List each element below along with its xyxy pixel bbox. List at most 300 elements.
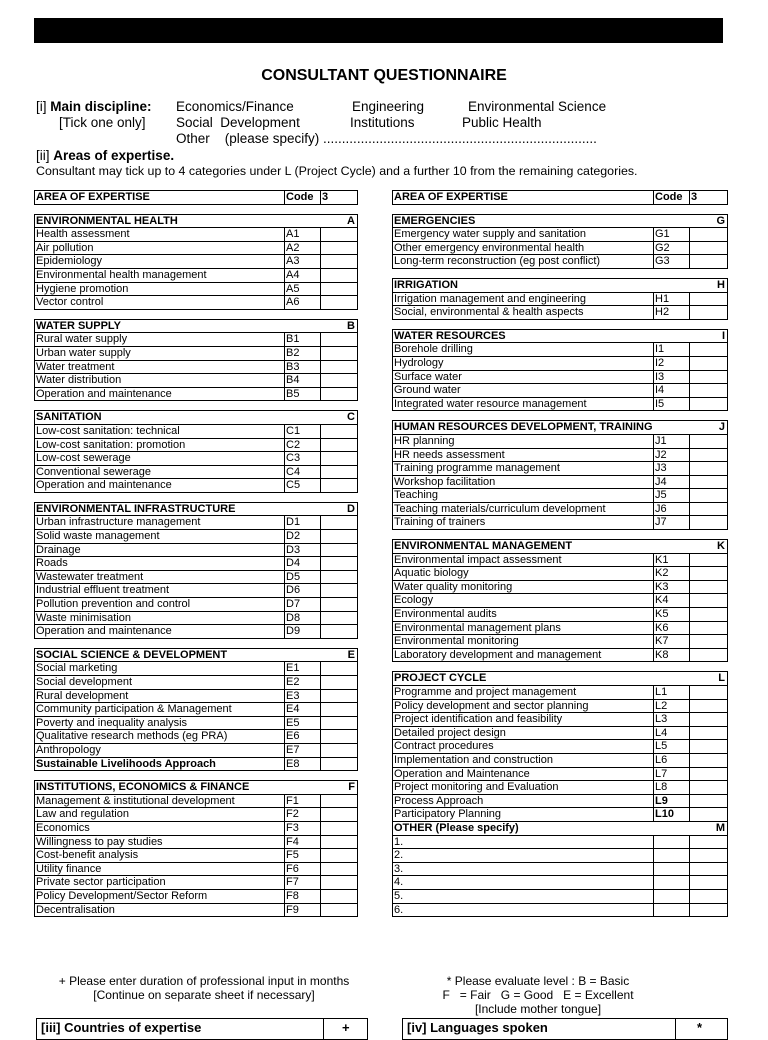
expertise-tick-cell[interactable]: [321, 862, 358, 876]
expertise-code-cell: B4: [285, 374, 321, 388]
expertise-code-cell: C4: [285, 465, 321, 479]
expertise-area-cell: Hygiene promotion: [35, 282, 285, 296]
table-row: [393, 567, 728, 581]
spacer-cell: [393, 662, 728, 672]
expertise-tick-cell[interactable]: [690, 594, 728, 608]
expertise-tick-cell[interactable]: [690, 621, 728, 635]
table-row: [393, 397, 728, 411]
section-spacer: [35, 401, 358, 411]
table-row: [35, 676, 358, 690]
expertise-area-cell: Industrial effluent treatment: [35, 584, 285, 598]
section-spacer: [393, 411, 728, 421]
section-title-text: EMERGENCIES: [394, 214, 476, 227]
expertise-area-cell: Community participation & Management: [35, 703, 285, 717]
expertise-tick-cell[interactable]: [690, 306, 728, 320]
expertise-area-cell: Operation and maintenance: [35, 479, 285, 493]
expertise-tick-cell[interactable]: [321, 543, 358, 557]
expertise-area-cell: Teaching materials/curriculum development: [393, 502, 654, 516]
expertise-tick-cell[interactable]: [321, 228, 358, 242]
expertise-tick-cell[interactable]: [690, 648, 728, 662]
expertise-area-cell: Ecology: [393, 594, 654, 608]
expertise-tick-cell[interactable]: [690, 255, 728, 269]
page-title: CONSULTANT QUESTIONNAIRE: [261, 67, 507, 84]
expertise-area-cell: 6.: [393, 903, 654, 917]
expertise-code-cell: B5: [285, 387, 321, 401]
expertise-tick-cell[interactable]: [321, 346, 358, 360]
table-row: [35, 438, 358, 452]
expertise-area-cell: Health assessment: [35, 228, 285, 242]
expertise-code-cell: J5: [654, 489, 690, 503]
table-row: [393, 726, 728, 740]
section-title: [393, 540, 728, 554]
table-row: [393, 699, 728, 713]
table-row: [393, 462, 728, 476]
expertise-tick-cell[interactable]: [321, 876, 358, 890]
expertise-area-cell: Low-cost sanitation: promotion: [35, 438, 285, 452]
expertise-area-cell: Epidemiology: [35, 255, 285, 269]
section-spacer: [35, 492, 358, 502]
expertise-area-cell: Teaching: [393, 489, 654, 503]
expertise-area-cell: Rural development: [35, 689, 285, 703]
expertise-code-cell: K6: [654, 621, 690, 635]
expertise-tick-cell[interactable]: [690, 567, 728, 581]
expertise-tick-cell[interactable]: [690, 699, 728, 713]
expertise-area-cell: Environmental management plans: [393, 621, 654, 635]
expertise-tick-cell[interactable]: [321, 598, 358, 612]
table-row: [393, 753, 728, 767]
expertise-tick-cell[interactable]: [690, 384, 728, 398]
expertise-area-cell: Detailed project design: [393, 726, 654, 740]
expertise-tick-cell[interactable]: [321, 516, 358, 530]
expertise-tick-cell[interactable]: [690, 370, 728, 384]
expertise-code-cell: I1: [654, 343, 690, 357]
table-row: [393, 384, 728, 398]
expertise-area-cell: Pollution prevention and control: [35, 598, 285, 612]
spacer-cell: [393, 411, 728, 421]
expertise-area-cell: Low-cost sanitation: technical: [35, 424, 285, 438]
section-letter: F: [348, 781, 355, 794]
section-title: [35, 214, 358, 228]
table-row: [393, 862, 728, 876]
expertise-code-cell: A6: [285, 296, 321, 310]
table-row: [35, 530, 358, 544]
expertise-area-cell: Programme and project management: [393, 686, 654, 700]
section-letter: J: [718, 421, 725, 434]
expertise-code-cell: L10: [654, 808, 690, 822]
expertise-code-cell: E1: [285, 662, 321, 676]
table-row: [35, 662, 358, 676]
expertise-code-cell: K2: [654, 567, 690, 581]
expertise-tick-cell[interactable]: [321, 530, 358, 544]
expertise-area-cell: Cost-benefit analysis: [35, 849, 285, 863]
discipline-hint: [Tick one only]: [59, 115, 146, 130]
table-row: [393, 608, 728, 622]
expertise-code-cell: [654, 889, 690, 903]
expertise-tick-cell[interactable]: [690, 502, 728, 516]
expertise-code-cell: H2: [654, 306, 690, 320]
expertise-tick-cell[interactable]: [321, 424, 358, 438]
section-title: [393, 821, 728, 835]
expertise-area-cell: 5.: [393, 889, 654, 903]
discipline-option-environmental-science[interactable]: Environmental Science: [468, 99, 607, 114]
expertise-area-cell: Participatory Planning: [393, 808, 654, 822]
expertise-code-cell: B3: [285, 360, 321, 374]
expertise-tick-cell[interactable]: [690, 753, 728, 767]
expertise-tick-cell[interactable]: [690, 740, 728, 754]
section-title: [393, 421, 728, 435]
expertise-code-cell: E3: [285, 689, 321, 703]
expertise-tick-cell[interactable]: [321, 821, 358, 835]
table-row: [393, 740, 728, 754]
expertise-tick-cell[interactable]: [321, 611, 358, 625]
expertise-tick-cell[interactable]: [321, 835, 358, 849]
expertise-code-cell: D1: [285, 516, 321, 530]
table-row: [393, 343, 728, 357]
expertise-tick-cell[interactable]: [321, 570, 358, 584]
expertise-code-cell: E2: [285, 676, 321, 690]
spacer-cell: [35, 492, 358, 502]
table-row: [35, 743, 358, 757]
discipline-option-public-health[interactable]: Public Health: [462, 115, 542, 130]
expertise-tick-cell[interactable]: [321, 557, 358, 571]
expertise-tick-cell[interactable]: [690, 397, 728, 411]
table-row: [35, 296, 358, 310]
expertise-tick-cell[interactable]: [321, 808, 358, 822]
left-expertise-table: [34, 190, 358, 917]
expertise-code-cell: K1: [654, 553, 690, 567]
table-row: [393, 516, 728, 530]
expertise-code-cell: E7: [285, 743, 321, 757]
table-row: [35, 424, 358, 438]
expertise-code-cell: A1: [285, 228, 321, 242]
table-row: [35, 282, 358, 296]
section-title-row: [35, 214, 358, 228]
expertise-tick-cell[interactable]: [690, 292, 728, 306]
expertise-tick-cell[interactable]: [321, 703, 358, 717]
table-row: [35, 821, 358, 835]
table-row: [35, 903, 358, 917]
expertise-area-cell: HR needs assessment: [393, 448, 654, 462]
expertise-tick-cell[interactable]: [321, 282, 358, 296]
expertise-tick-cell[interactable]: [690, 876, 728, 890]
expertise-code-cell: K4: [654, 594, 690, 608]
table-row: [393, 448, 728, 462]
table-row: [393, 489, 728, 503]
expertise-code-cell: D2: [285, 530, 321, 544]
expertise-tick-cell[interactable]: [690, 889, 728, 903]
table-row: [393, 241, 728, 255]
section-title-row: [393, 672, 728, 686]
table-header-row: [35, 191, 358, 205]
expertise-code-cell: F7: [285, 876, 321, 890]
expertise-tick-cell[interactable]: [321, 479, 358, 493]
expertise-tick-cell[interactable]: [321, 465, 358, 479]
expertise-tick-cell[interactable]: [321, 387, 358, 401]
expertise-area-cell: Environmental impact assessment: [393, 553, 654, 567]
table-row: [35, 228, 358, 242]
expertise-code-cell: G3: [654, 255, 690, 269]
table-row: [35, 387, 358, 401]
expertise-tick-cell[interactable]: [690, 608, 728, 622]
expertise-tick-cell[interactable]: [321, 743, 358, 757]
expertise-code-cell: [654, 903, 690, 917]
table-row: [393, 580, 728, 594]
section-letter: I: [721, 329, 725, 342]
table-row: [35, 862, 358, 876]
expertise-tick-cell[interactable]: [690, 862, 728, 876]
expertise-tick-cell[interactable]: [690, 686, 728, 700]
areas-note: Consultant may tick up to 4 categories under L (Project Cycle) and a further 10 from the remaining categories.: [36, 164, 638, 178]
spacer-cell: [35, 204, 358, 214]
expertise-tick-cell[interactable]: [321, 689, 358, 703]
spacer-cell: [35, 771, 358, 781]
table-row: [35, 360, 358, 374]
expertise-tick-cell[interactable]: [321, 757, 358, 771]
expertise-area-cell: 2.: [393, 849, 654, 863]
table-row: [35, 849, 358, 863]
expertise-area-cell: Water quality monitoring: [393, 580, 654, 594]
expertise-area-cell: Qualitative research methods (eg PRA): [35, 730, 285, 744]
expertise-tick-cell[interactable]: [321, 255, 358, 269]
expertise-area-cell: Sustainable Livelihoods Approach: [35, 757, 285, 771]
expertise-code-cell: D5: [285, 570, 321, 584]
expertise-code-cell: A5: [285, 282, 321, 296]
areas-title: Areas of expertise.: [53, 148, 175, 163]
expertise-tick-cell[interactable]: [321, 730, 358, 744]
table-row: [35, 543, 358, 557]
table-row: [35, 757, 358, 771]
expertise-area-cell: Vector control: [35, 296, 285, 310]
section-title: [35, 411, 358, 425]
table-row: [35, 689, 358, 703]
expertise-tick-cell[interactable]: [321, 268, 358, 282]
section-title-text: ENVIRONMENTAL INFRASTRUCTURE: [36, 502, 236, 515]
expertise-tick-cell[interactable]: [690, 781, 728, 795]
expertise-tick-cell[interactable]: [321, 903, 358, 917]
section-title-row: [393, 278, 728, 292]
expertise-tick-cell[interactable]: [690, 516, 728, 530]
expertise-code-cell: D6: [285, 584, 321, 598]
discipline-option-social-development[interactable]: Social Development: [176, 115, 300, 130]
expertise-tick-cell[interactable]: [321, 676, 358, 690]
expertise-code-cell: [654, 876, 690, 890]
discipline-option-institutions[interactable]: Institutions: [350, 115, 415, 130]
section-title-text: WATER SUPPLY: [36, 319, 121, 332]
section-title: [393, 672, 728, 686]
table-row: [393, 849, 728, 863]
expertise-code-cell: L1: [654, 686, 690, 700]
section-title-text: ENVIRONMENTAL MANAGEMENT: [394, 540, 573, 553]
expertise-area-cell: Urban infrastructure management: [35, 516, 285, 530]
expertise-code-cell: K8: [654, 648, 690, 662]
expertise-area-cell: Poverty and inequality analysis: [35, 716, 285, 730]
section-spacer: [393, 319, 728, 329]
expertise-code-cell: B1: [285, 333, 321, 347]
expertise-tick-cell[interactable]: [690, 448, 728, 462]
expertise-code-cell: D9: [285, 625, 321, 639]
expertise-code-cell: D3: [285, 543, 321, 557]
expertise-tick-cell[interactable]: [321, 662, 358, 676]
section-spacer: [393, 662, 728, 672]
expertise-code-cell: K3: [654, 580, 690, 594]
expertise-tick-cell[interactable]: [690, 241, 728, 255]
table-row: [393, 876, 728, 890]
table-row: [393, 255, 728, 269]
expertise-tick-cell[interactable]: [321, 241, 358, 255]
spacer-cell: [35, 401, 358, 411]
expertise-area-cell: Aquatic biology: [393, 567, 654, 581]
expertise-tick-cell[interactable]: [321, 716, 358, 730]
expertise-tick-cell[interactable]: [321, 452, 358, 466]
expertise-area-cell: Hydrology: [393, 356, 654, 370]
expertise-code-cell: K7: [654, 635, 690, 649]
expertise-code-cell: C1: [285, 424, 321, 438]
discipline-option-engineering[interactable]: Engineering: [352, 99, 425, 114]
table-row: [393, 713, 728, 727]
expertise-area-cell: Anthropology: [35, 743, 285, 757]
expertise-tick-cell[interactable]: [321, 584, 358, 598]
table-row: [35, 598, 358, 612]
section-spacer: [393, 204, 728, 214]
expertise-tick-cell[interactable]: [690, 726, 728, 740]
section-letter: D: [347, 502, 355, 515]
expertise-tick-cell[interactable]: [321, 625, 358, 639]
expertise-tick-cell[interactable]: [690, 356, 728, 370]
areas-label: [36, 148, 174, 163]
table-row: [35, 268, 358, 282]
table-row: [393, 292, 728, 306]
languages-label: [iv] Languages spoken: [407, 1020, 548, 1035]
expertise-code-cell: D7: [285, 598, 321, 612]
footer-left-line-2: [Continue on separate sheet if necessary]: [93, 988, 315, 1002]
expertise-area-cell: HR planning: [393, 434, 654, 448]
expertise-tick-cell[interactable]: [690, 767, 728, 781]
spacer-cell: [393, 268, 728, 278]
section-spacer: [35, 771, 358, 781]
languages-divider: [675, 1019, 676, 1039]
languages-mark: *: [697, 1020, 703, 1035]
table-row: [35, 808, 358, 822]
expertise-tick-cell[interactable]: [690, 475, 728, 489]
expertise-area-cell: Conventional sewerage: [35, 465, 285, 479]
expertise-tick-cell[interactable]: [690, 228, 728, 242]
expertise-tick-cell[interactable]: [690, 434, 728, 448]
spacer-cell: [35, 309, 358, 319]
section-title-row: [35, 319, 358, 333]
expertise-tick-cell[interactable]: [690, 835, 728, 849]
expertise-tick-cell[interactable]: [690, 903, 728, 917]
expertise-area-cell: Water treatment: [35, 360, 285, 374]
expertise-area-cell: Operation and Maintenance: [393, 767, 654, 781]
table-row: [393, 635, 728, 649]
expertise-tick-cell[interactable]: [321, 889, 358, 903]
table-row: [393, 889, 728, 903]
discipline-other-field[interactable]: Other (please specify) .........................................................................: [176, 131, 597, 146]
table-row: [35, 625, 358, 639]
expertise-area-cell: Other emergency environmental health: [393, 241, 654, 255]
area-of-expertise-header: AREA OF EXPERTISE: [35, 191, 285, 205]
section-spacer: [393, 530, 728, 540]
expertise-tick-cell[interactable]: [690, 849, 728, 863]
expertise-code-cell: F1: [285, 794, 321, 808]
expertise-area-cell: Contract procedures: [393, 740, 654, 754]
expertise-area-cell: Willingness to pay studies: [35, 835, 285, 849]
expertise-tick-cell[interactable]: [321, 438, 358, 452]
expertise-area-cell: Emergency water supply and sanitation: [393, 228, 654, 242]
section-title-text: PROJECT CYCLE: [394, 672, 487, 685]
expertise-area-cell: Private sector participation: [35, 876, 285, 890]
expertise-code-cell: J7: [654, 516, 690, 530]
expertise-code-cell: E4: [285, 703, 321, 717]
expertise-tick-cell[interactable]: [690, 489, 728, 503]
table-row: [35, 479, 358, 493]
expertise-area-cell: 4.: [393, 876, 654, 890]
table-row: [35, 557, 358, 571]
expertise-code-cell: I5: [654, 397, 690, 411]
expertise-tick-cell[interactable]: [690, 794, 728, 808]
section-letter: L: [718, 672, 725, 685]
expertise-code-cell: F4: [285, 835, 321, 849]
section-title-row: [393, 540, 728, 554]
expertise-tick-cell[interactable]: [321, 333, 358, 347]
expertise-tick-cell[interactable]: [690, 343, 728, 357]
expertise-area-cell: Water distribution: [35, 374, 285, 388]
expertise-code-cell: I4: [654, 384, 690, 398]
expertise-code-cell: A3: [285, 255, 321, 269]
expertise-tick-cell[interactable]: [321, 296, 358, 310]
section-title: [393, 278, 728, 292]
table-row: [35, 333, 358, 347]
expertise-code-cell: H1: [654, 292, 690, 306]
expertise-code-cell: L2: [654, 699, 690, 713]
table-row: [35, 452, 358, 466]
expertise-tick-cell[interactable]: [690, 553, 728, 567]
expertise-tick-cell[interactable]: [690, 808, 728, 822]
expertise-tick-cell[interactable]: [321, 360, 358, 374]
expertise-area-cell: Environmental monitoring: [393, 635, 654, 649]
countries-of-expertise-box: [36, 1018, 368, 1040]
section-title-text: WATER RESOURCES: [394, 329, 506, 342]
table-row: [393, 306, 728, 320]
discipline-option-economics[interactable]: Economics/Finance: [176, 99, 294, 114]
expertise-area-cell: Economics: [35, 821, 285, 835]
expertise-tick-cell[interactable]: [690, 462, 728, 476]
table-row: [35, 346, 358, 360]
table-row: [393, 356, 728, 370]
countries-mark: +: [342, 1020, 350, 1035]
countries-divider: [323, 1019, 324, 1039]
right-expertise-table: [392, 190, 728, 917]
table-row: [393, 781, 728, 795]
expertise-tick-cell[interactable]: [690, 580, 728, 594]
table-row: [393, 835, 728, 849]
section-title-row: [393, 329, 728, 343]
expertise-tick-cell[interactable]: [321, 794, 358, 808]
expertise-tick-cell[interactable]: [321, 849, 358, 863]
expertise-tick-cell[interactable]: [690, 635, 728, 649]
expertise-code-cell: L7: [654, 767, 690, 781]
table-row: [393, 502, 728, 516]
expertise-code-cell: F9: [285, 903, 321, 917]
expertise-area-cell: Integrated water resource management: [393, 397, 654, 411]
expertise-area-cell: Utility finance: [35, 862, 285, 876]
expertise-area-cell: Process Approach: [393, 794, 654, 808]
table-row: [35, 730, 358, 744]
table-row: [393, 434, 728, 448]
expertise-tick-cell[interactable]: [690, 713, 728, 727]
expertise-tick-cell[interactable]: [321, 374, 358, 388]
expertise-area-cell: Laboratory development and management: [393, 648, 654, 662]
